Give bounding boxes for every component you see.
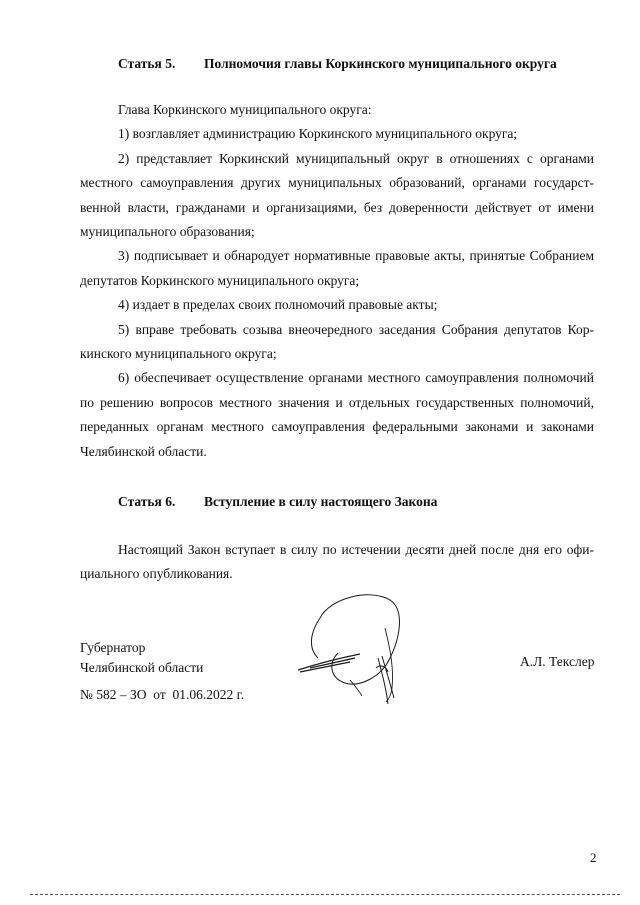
article-6-body: [80, 538, 594, 587]
article-5-item-1: 1) возглавляет администрацию Коркинского муниципального округа;: [118, 126, 518, 142]
law-number: № 582 – ЗО от 01.06.2022 г.: [80, 687, 245, 702]
article-5-item-6: 6) обеспечивает осуществление органами местного самоуправления полномочий по решению вопросов местного значения и отдельных государственных полномочий, переданных органам местного самоуправления федеральными законами и законами Челябинской области.: [80, 370, 594, 459]
signer-position-line-1: Губернатор: [80, 640, 146, 655]
article-5-number: Статья 5.: [118, 56, 176, 71]
article-5-heading: [118, 56, 557, 72]
article-6-heading: [118, 494, 437, 510]
footer-divider: [30, 894, 620, 895]
article-5-item-5: 5) вправе требовать созыва внеочередного заседания Собрания депутатов Коркинского муниципального округа;: [80, 321, 594, 362]
signer-position: [80, 638, 203, 678]
page-number: 2: [590, 850, 597, 865]
article-5-item-2: 2) представляет Коркинский муниципальный округ в отношениях с органами местного самоуправления других муниципальных образований, органами государственной власти, гражданами и организациями, без доверенности действует от имени муниципального образования;: [80, 150, 594, 240]
signer-name: А.Л. Текслер: [520, 654, 595, 669]
article-6-title: Вступление в силу настоящего Закона: [204, 494, 438, 509]
article-5-title: Полномочия главы Коркинского муниципального округа: [204, 56, 557, 71]
handwritten-signature-icon: [290, 588, 420, 708]
article-6-number: Статья 6.: [118, 494, 176, 509]
signer-position-line-2: Челябинской области: [80, 660, 204, 675]
article-5-body: [80, 98, 594, 464]
article-5-item-4: 4) издает в пределах своих полномочий правовые акты;: [118, 297, 438, 313]
article-5-intro: Глава Коркинского муниципального округа:: [118, 102, 372, 117]
article-5-item-3: 3) подписывает и обнародует нормативные правовые акты, принятые Собранием депутатов Коркинского муниципального округа;: [80, 248, 594, 288]
article-6-paragraph: Настоящий Закон вступает в силу по истечении десяти дней после дня его официального опубликования.: [80, 542, 594, 582]
